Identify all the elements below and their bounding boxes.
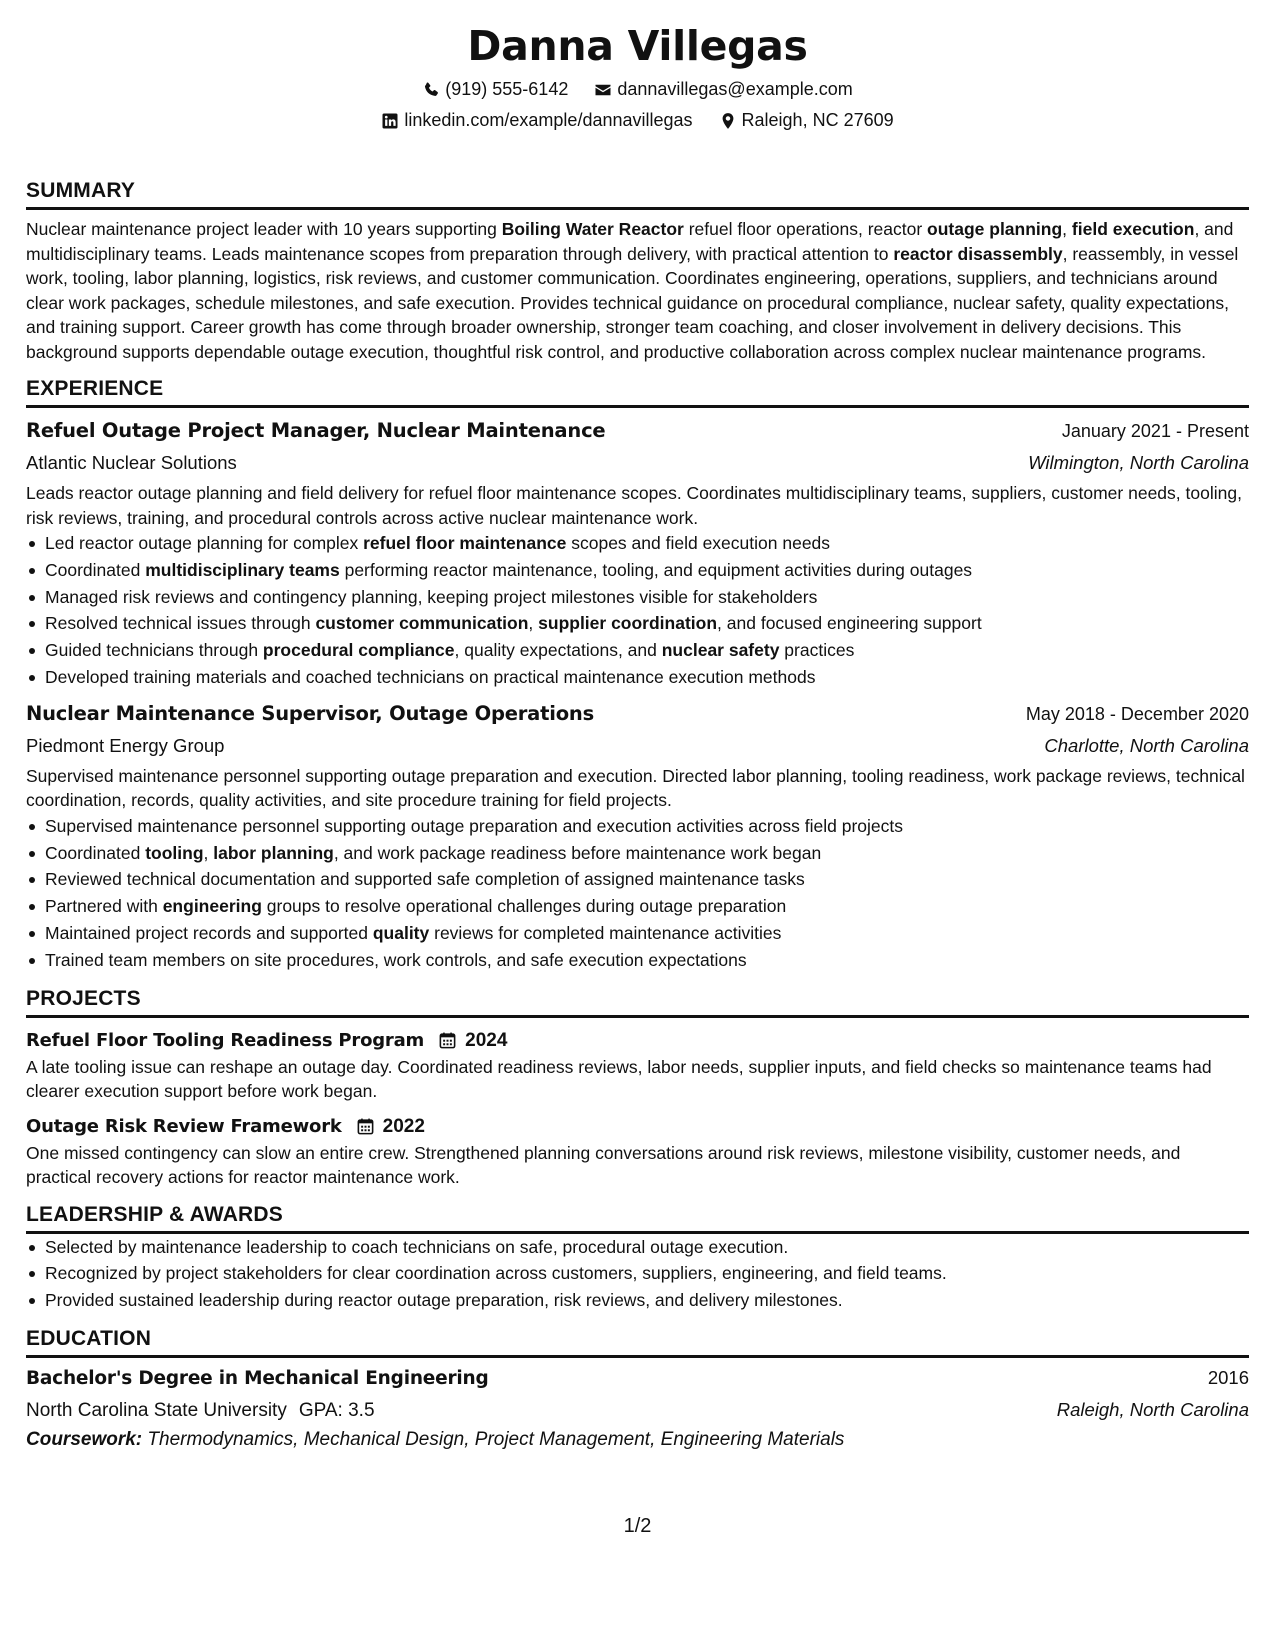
bullet-emphasis: engineering <box>162 896 262 917</box>
bullet-text: Partnered with <box>45 896 163 917</box>
job-bullets <box>26 530 1249 691</box>
gpa: GPA: 3.5 <box>298 1399 375 1421</box>
project-year: 2024 <box>465 1029 508 1051</box>
bullet-text: Reviewed technical documentation and supported safe completion of assigned maintenance tasks <box>45 869 805 890</box>
project-entry <box>26 1027 1249 1104</box>
awards-section <box>26 1190 1249 1314</box>
summary-text: , reassembly, in vessel work, tooling, labor planning, logistics, risk reviews, and customer communication. Coordinates engineering, operations, suppliers, and technicians around clear work packages, schedule milestones, and safe execution. Provides technical guidance on procedural compliance, nuclear safety, quality expectations, and training support. Career growth has come through broader ownership, stronger team coaching, and closer involvement in delivery decisions. This background supports dependable outage execution, thoughtful risk control, and productive collaboration across complex nuclear maintenance programs. <box>26 243 1239 362</box>
education-subheader <box>26 1394 1249 1425</box>
job-entry <box>26 415 1249 691</box>
bullet-text: , <box>528 613 539 634</box>
summary-heading: SUMMARY <box>26 166 1249 210</box>
summary-section <box>26 166 1249 364</box>
bullet-emphasis: labor planning <box>213 842 334 863</box>
job-summary: Supervised maintenance personnel supporting outage preparation and execution. Directed labor planning, tooling readiness, work package reviews, technical coordination, records, quality activities, and site procedure training for field projects. <box>26 765 1245 811</box>
bullet-text: Supervised maintenance personnel supporting outage preparation and execution activities across field projects <box>45 815 904 836</box>
summary-emphasis: Boiling Water Reactor <box>501 219 684 239</box>
project-header <box>26 1027 1249 1055</box>
job-dates: January 2021 - Present <box>1061 421 1249 441</box>
summary-emphasis: field execution <box>1071 219 1195 239</box>
summary-emphasis: reactor disassembly <box>893 243 1063 264</box>
job-bullet <box>45 610 1249 637</box>
degree-title: Bachelor's Degree in Mechanical Engineering <box>26 1367 489 1389</box>
project-year: 2022 <box>382 1115 425 1137</box>
job-header <box>26 698 1249 730</box>
project-header <box>26 1113 1249 1141</box>
bullet-text: , and work package readiness before maintenance work began <box>333 842 822 863</box>
job-company: Atlantic Nuclear Solutions <box>26 452 237 473</box>
job-location: Charlotte, North Carolina <box>1044 734 1249 756</box>
coursework <box>26 1425 1249 1455</box>
bullet-text: Maintained project records and supported <box>45 922 373 943</box>
job-bullet <box>45 664 1249 691</box>
phone-icon <box>422 81 440 99</box>
candidate-name: Danna Villegas <box>467 22 808 70</box>
calendar-icon <box>438 1031 457 1050</box>
job-entry <box>26 698 1249 974</box>
bullet-text: Managed risk reviews and contingency planning, keeping project milestones visible for stakeholders <box>45 586 818 607</box>
bullet-emphasis: customer communication <box>315 613 529 634</box>
education-header <box>26 1363 1249 1394</box>
job-company: Piedmont Energy Group <box>26 734 225 756</box>
bullet-text: practices <box>779 640 855 661</box>
project-entry <box>26 1113 1249 1190</box>
job-location: Wilmington, North Carolina <box>1028 452 1249 473</box>
bullet-emphasis: supplier coordination <box>538 613 718 634</box>
job-bullet <box>45 813 1249 840</box>
summary-text <box>26 217 1249 364</box>
award-item: Selected by maintenance leadership to coach technicians on safe, procedural outage execution. <box>45 1234 1249 1261</box>
school-line <box>26 1397 375 1425</box>
bullet-emphasis: tooling <box>145 842 204 863</box>
awards-list <box>26 1234 1249 1314</box>
experience-section <box>26 364 1249 974</box>
contact-location <box>719 105 894 136</box>
bullet-text: Resolved technical issues through <box>45 613 316 634</box>
job-bullet <box>45 584 1249 611</box>
page-number: 1/2 <box>623 1515 652 1537</box>
job-bullets <box>26 813 1249 974</box>
job-bullet <box>45 637 1249 664</box>
bullet-text: , and focused engineering support <box>717 613 982 634</box>
bullet-text: Guided technicians through <box>45 640 263 661</box>
job-bullet <box>45 947 1249 974</box>
job-subheader <box>26 447 1249 478</box>
experience-heading: EXPERIENCE <box>26 364 1249 408</box>
coursework-label: Coursework: <box>26 1428 143 1450</box>
bullet-text: , quality expectations, and <box>454 640 662 661</box>
map-pin-icon <box>719 112 737 130</box>
projects-heading: PROJECTS <box>26 974 1249 1018</box>
bullet-emphasis: procedural compliance <box>262 640 455 661</box>
bullet-emphasis: multidisciplinary teams <box>145 559 340 580</box>
contact-linkedin <box>381 105 692 136</box>
bullet-text: scopes and field execution needs <box>566 533 831 553</box>
summary-text: , and multidisciplinary teams. Leads maintenance scopes from preparation through delivery, with practical attention to <box>26 219 1234 264</box>
award-item: Provided sustained leadership during reactor outage preparation, risk reviews, and delivery milestones. <box>45 1287 1249 1314</box>
job-title: Refuel Outage Project Manager, Nuclear Maintenance <box>26 419 606 442</box>
job-bullet <box>45 893 1249 920</box>
job-bullet <box>45 866 1249 893</box>
project-date <box>356 1113 425 1141</box>
bullet-emphasis: nuclear safety <box>661 640 780 661</box>
bullet-text: Developed training materials and coached technicians on practical maintenance execution methods <box>45 666 816 687</box>
contact-phone <box>422 74 568 105</box>
bullet-text: reviews for completed maintenance activities <box>429 922 782 943</box>
job-bullet <box>45 557 1249 584</box>
school-location: Raleigh, North Carolina <box>1056 1398 1249 1420</box>
project-description: One missed contingency can slow an entire crew. Strengthened planning conversations around risk reviews, milestone visibility, customer needs, and practical recovery actions for reactor maintenance work. <box>26 1142 1181 1188</box>
project-title: Outage Risk Review Framework <box>26 1115 342 1137</box>
bullet-emphasis: quality <box>372 922 430 943</box>
job-summary: Leads reactor outage planning and field delivery for refuel floor maintenance scopes. Coordinates multidisciplinary teams, suppliers, customer needs, tooling, risk reviews, training, and procedural controls across active nuclear maintenance work. <box>26 483 1242 528</box>
school-name: North Carolina State University <box>26 1399 287 1421</box>
location-text: Raleigh, NC 27609 <box>741 110 894 130</box>
bullet-text: , <box>203 842 214 863</box>
graduation-year: 2016 <box>1207 1366 1249 1388</box>
contact-row-2 <box>26 105 1249 136</box>
summary-emphasis: outage planning <box>927 219 1063 239</box>
email-text[interactable]: dannavillegas@example.com <box>617 79 853 99</box>
job-subheader <box>26 730 1249 761</box>
education-heading: EDUCATION <box>26 1314 1249 1358</box>
award-item: Recognized by project stakeholders for clear coordination across customers, suppliers, engineering, and field teams. <box>45 1260 1249 1287</box>
summary-text: , <box>1062 219 1072 239</box>
calendar-icon <box>356 1117 375 1136</box>
projects-section <box>26 974 1249 1190</box>
education-section <box>26 1314 1249 1455</box>
bullet-text: Led reactor outage planning for complex <box>45 533 364 553</box>
phone-text: (919) 555-6142 <box>445 79 569 99</box>
project-date <box>438 1027 507 1055</box>
resume-content <box>26 18 1249 1455</box>
bullet-text: performing reactor maintenance, tooling, and equipment activities during outages <box>339 559 973 580</box>
project-title: Refuel Floor Tooling Readiness Program <box>26 1029 425 1051</box>
summary-text: refuel floor operations, reactor <box>683 219 928 239</box>
project-description: A late tooling issue can reshape an outage day. Coordinated readiness reviews, labor needs, supplier inputs, and field checks so maintenance teams had clearer execution support before work began. <box>26 1056 1212 1102</box>
bullet-text: Trained team members on site procedures, work controls, and safe execution expectations <box>45 949 747 970</box>
contact-row-1 <box>26 74 1249 105</box>
bullet-emphasis: refuel floor maintenance <box>363 533 567 553</box>
awards-heading: LEADERSHIP & AWARDS <box>26 1190 1249 1234</box>
bullet-text: Coordinated <box>45 559 146 580</box>
summary-text: Nuclear maintenance project leader with 10 years supporting <box>26 219 502 239</box>
bullet-text: Coordinated <box>45 842 146 863</box>
contact-email <box>594 74 852 105</box>
job-bullet <box>45 530 1249 557</box>
job-dates: May 2018 - December 2020 <box>1025 703 1249 724</box>
coursework-list: Thermodynamics, Mechanical Design, Project Management, Engineering Materials <box>147 1428 845 1450</box>
envelope-icon <box>594 81 612 99</box>
job-header <box>26 415 1249 447</box>
job-bullet <box>45 840 1249 867</box>
linkedin-icon <box>381 112 399 130</box>
bullet-text: groups to resolve operational challenges during outage preparation <box>261 896 787 917</box>
linkedin-text[interactable]: linkedin.com/example/dannavillegas <box>404 110 693 130</box>
job-title: Nuclear Maintenance Supervisor, Outage Operations <box>26 701 595 725</box>
job-bullet <box>45 920 1249 947</box>
